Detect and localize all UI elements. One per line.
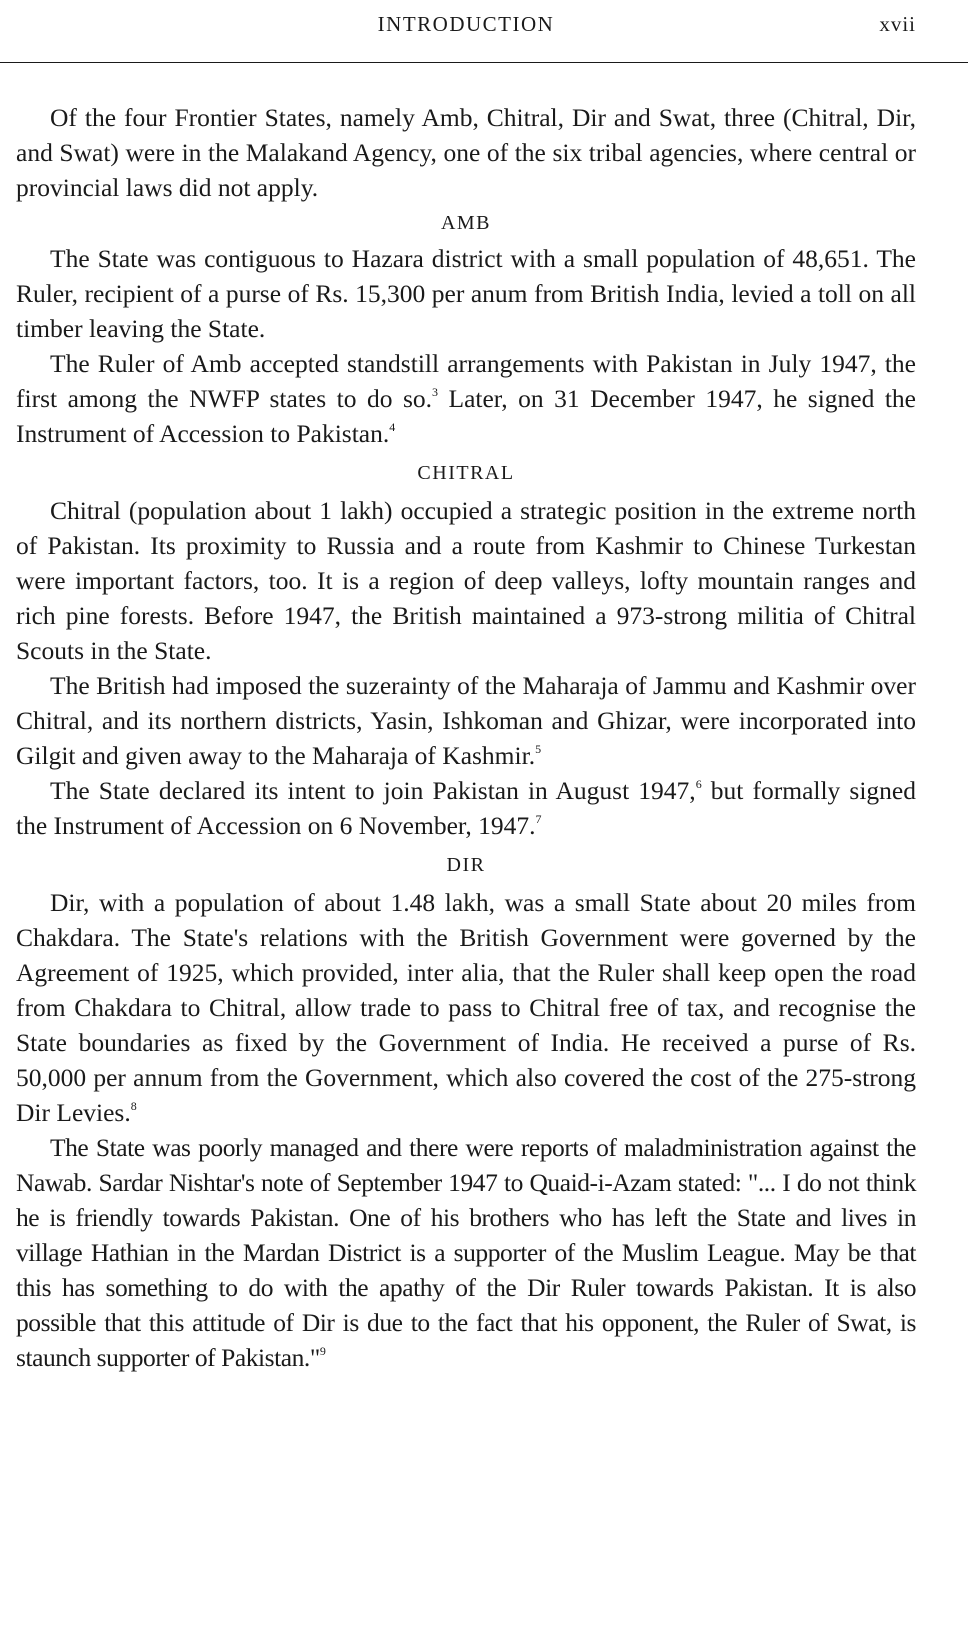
footnote-ref-6: 6	[695, 777, 702, 791]
footnote-ref-4: 4	[389, 420, 396, 434]
chitral-paragraph-2-text: The British had imposed the suzerainty of the Maharaja of Jammu and Kashmir over Chitral, and its northern districts, Yasin, Ishkoman and Ghizar, were incorporated into Gilgit and given away to the Maharaja of Kashmir.	[16, 671, 916, 770]
footnote-ref-8: 8	[130, 1099, 137, 1113]
footnote-ref-9: 9	[319, 1344, 326, 1358]
header-rule	[0, 62, 968, 63]
page-body	[16, 100, 916, 1375]
chitral-paragraph-3	[16, 773, 916, 843]
footnote-ref-7: 7	[535, 812, 542, 826]
section-heading-amb: AMB	[440, 212, 492, 234]
amb-paragraph-2	[16, 346, 916, 451]
footnote-ref-5: 5	[535, 742, 542, 756]
dir-paragraph-2-text: The State was poorly managed and there were reports of maladministration against the Nawab. Sardar Nishtar's note of September 1947 to Quaid-i-Azam stated: "... I do not think he is friendly towards Pakistan. One of his brothers who has left the State and lives in village Hathian in the Mardan District is a supporter of the Muslim League. May be that this has something to do with the apathy of the Dir Ruler towards Pakistan. It is also possible that this attitude of Dir is due to the fact that his opponent, the Ruler of Swat, is staunch supporter of Pakistan."	[16, 1133, 916, 1372]
chitral-paragraph-1: Chitral (population about 1 lakh) occupied a strategic position in the extreme north of Pakistan. Its proximity to Russia and a route from Kashmir to Chinese Turkestan were important factors, too. It is a region of deep valleys, lofty mountain ranges and rich pine forests. Before 1947, the British maintained a 973-strong militia of Chitral Scouts in the State.	[16, 496, 916, 665]
dir-paragraph-2	[16, 1130, 916, 1375]
page-header	[16, 0, 916, 46]
running-title: INTRODUCTION	[377, 12, 555, 36]
page-number: xvii	[879, 12, 916, 36]
chitral-paragraph-2	[16, 668, 916, 773]
amb-paragraph-1: The State was contiguous to Hazara district with a small population of 48,651. The Ruler, recipient of a purse of Rs. 15,300 per anum from British India, levied a toll on all timber leaving the State.	[16, 244, 916, 343]
dir-paragraph-1-text: Dir, with a population of about 1.48 lakh, was a small State about 20 miles from Chakdara. The State's relations with the British Government were governed by the Agreement of 1925, which provided, inter alia, that the Ruler shall keep open the road from Chakdara to Chitral, allow trade to pass to Chitral free of tax, and recognise the State boundaries as fixed by the Government of India. He received a purse of Rs. 50,000 per annum from the Government, which also covered the cost of the 275-strong Dir Levies.	[16, 888, 916, 1127]
amb-paragraph-2-text-cont: Later, on 31 December 1947, he signed the Instrument of Accession to Pakistan.	[16, 384, 916, 448]
section-heading-chitral: CHITRAL	[417, 462, 515, 484]
intro-paragraph: Of the four Frontier States, namely Amb, Chitral, Dir and Swat, three (Chitral, Dir, and Swat) were in the Malakand Agency, one of the six tribal agencies, where central or provincial laws did not apply.	[16, 103, 916, 202]
amb-paragraph-2-text: The Ruler of Amb accepted standstill arrangements with Pakistan in July 1947, the first among the NWFP states to do so.	[16, 349, 916, 413]
chitral-paragraph-3-text-cont: but formally signed the Instrument of Accession on 6 November, 1947.	[16, 776, 916, 840]
footnote-ref-3: 3	[432, 385, 438, 399]
dir-paragraph-1	[16, 885, 916, 1130]
section-heading-dir: DIR	[446, 854, 486, 876]
chitral-paragraph-3-text: The State declared its intent to join Pakistan in August 1947,	[50, 776, 696, 805]
